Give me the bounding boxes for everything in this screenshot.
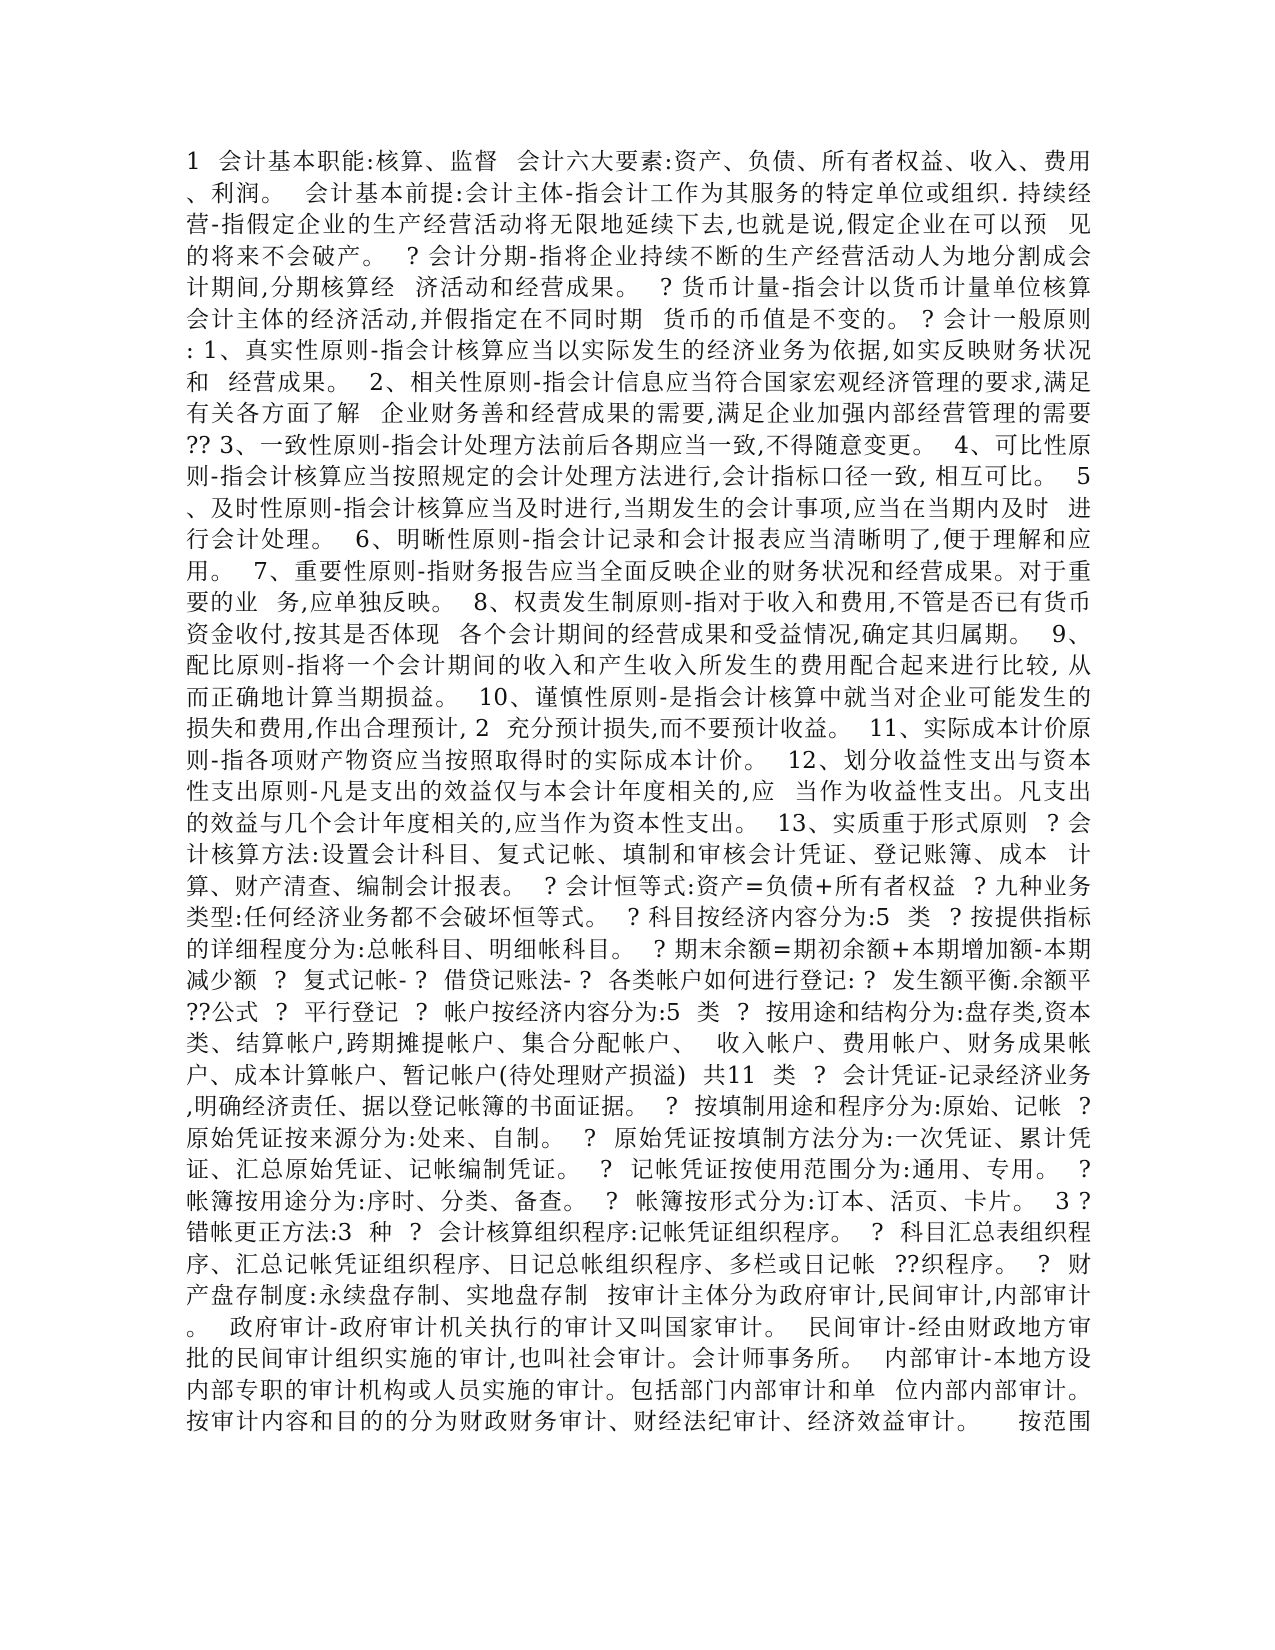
text-line: 配比原则-指将一个会计期间的收入和产生收入所发生的费用配合起来进行比较, 从 [186, 653, 1091, 679]
text-line: 营-指假定企业的生产经营活动将无限地延续下去,也就是说,假定企业在可以预 见 [186, 212, 1091, 238]
text-line: 要的业 务,应单独反映。 8、权责发生制原则-指对于收入和费用,不管是否已有货币 [186, 590, 1091, 616]
text-line: 资金收付,按其是否体现 各个会计期间的经营成果和受益情况,确定其归属期。 9、 [186, 621, 1091, 648]
text-line: 损失和费用,作出合理预计, 2 充分预计损失,而不要预计收益。 11、实际成本计价原 [186, 716, 1091, 742]
text-line: 用。 7、重要性原则-指财务报告应当全面反映企业的财务状况和经营成果。对于重 [186, 558, 1091, 585]
text-line: 会计主体的经济活动,并假指定在不同时期 货币的币值是不变的。 ? 会计一般原则 [186, 306, 1091, 333]
text-line: ,明确经济责任、据以登记帐簿的书面证据。 ? 按填制用途和程序分为:原始、记帐 ? [186, 1094, 1091, 1120]
text-line: 产盘存制度:永续盘存制、实地盘存制 按审计主体分为政府审计,民间审计,内部审计 [186, 1283, 1091, 1309]
text-line: 原始凭证按来源分为:处来、自制。 ? 原始凭证按填制方法分为:一次凭证、累计凭 [186, 1125, 1091, 1152]
text-line: 计期间,分期核算经 济活动和经营成果。 ? 货币计量-指会计以货币计量单位核算 [186, 275, 1091, 301]
text-line: 户、成本计算帐户、暂记帐户(待处理财产损溢) 共11 类 ? 会计凭证-记录经济业务 [186, 1062, 1091, 1089]
text-line: 的将来不会破产。 ? 会计分期-指将企业持续不断的生产经营活动人为地分割成会 [186, 243, 1091, 270]
text-line: 性支出原则-凡是支出的效益仅与本会计年度相关的,应 当作为收益性支出。凡支出 [186, 779, 1091, 805]
text-line: ??公式 ? 平行登记 ? 帐户按经济内容分为:5 类 ? 按用途和结构分为:盘存类,资本 [186, 999, 1091, 1026]
text-line: : 1、真实性原则-指会计核算应当以实际发生的经济业务为依据,如实反映财务状况 [186, 338, 1091, 364]
text-line: 而正确地计算当期损益。 10、谨慎性原则-是指会计核算中就当对企业可能发生的 [186, 684, 1091, 711]
text-line: 按审计内容和目的的分为财政财务审计、财经法纪审计、经济效益审计。 按范围 [186, 1409, 1091, 1435]
text-line: 行会计处理。 6、明晰性原则-指会计记录和会计报表应当清晰明了,便于理解和应 [186, 527, 1091, 553]
text-line: 批的民间审计组织实施的审计,也叫社会审计。会计师事务所。 内部审计-本地方设 [186, 1346, 1091, 1372]
text-line: 内部专职的审计机构或人员实施的审计。包括部门内部审计和单 位内部内部审计。 [186, 1377, 1091, 1404]
text-line: 的效益与几个会计年度相关的,应当作为资本性支出。 13、实质重于形式原则 ? 会 [186, 810, 1091, 837]
text-line: 证、汇总原始凭证、记帐编制凭证。 ? 记帐凭证按使用范围分为:通用、专用。 ? [186, 1157, 1091, 1183]
text-line: 、及时性原则-指会计核算应当及时进行,当期发生的会计事项,应当在当期内及时 进 [186, 495, 1091, 522]
text-line: 错帐更正方法:3 种 ? 会计核算组织程序:记帐凭证组织程序。 ? 科目汇总表组织程 [186, 1220, 1091, 1246]
text-line: 减少额 ? 复式记帐- ? 借贷记账法- ? 各类帐户如何进行登记: ? 发生额平衡.余额平 [186, 968, 1091, 994]
text-line: ?? 3、一致性原则-指会计处理方法前后各期应当一致,不得随意变更。 4、可比性原 [186, 432, 1091, 459]
text-line: 、利润。 会计基本前提:会计主体-指会计工作为其服务的特定单位或组织. 持续经 [186, 180, 1091, 207]
text-line: 类、结算帐户,跨期摊提帐户、集合分配帐户、 收入帐户、费用帐户、财务成果帐 [186, 1031, 1091, 1057]
text-line: 序、汇总记帐凭证组织程序、日记总帐组织程序、多栏或日记帐 ??织程序。 ? 财 [186, 1251, 1091, 1278]
text-line: 有关各方面了解 企业财务善和经营成果的需要,满足企业加强内部经营管理的需要 [186, 401, 1091, 427]
document-body-text [186, 147, 1091, 1439]
text-line: 则-指各项财产物资应当按照取得时的实际成本计价。 12、划分收益性支出与资本 [186, 747, 1091, 774]
text-line: 的详细程度分为:总帐科目、明细帐科目。 ? 期末余额=期初余额+本期增加额-本期 [186, 936, 1091, 963]
text-line: 和 经营成果。 2、相关性原则-指会计信息应当符合国家宏观经济管理的要求,满足 [186, 369, 1091, 396]
text-line: 1 会计基本职能:核算、监督 会计六大要素:资产、负债、所有者权益、收入、费用 [186, 149, 1091, 175]
text-line: 帐簿按用途分为:序时、分类、备查。 ? 帐簿按形式分为:订本、活页、卡片。 3 ? [186, 1188, 1091, 1215]
text-line: 类型:任何经济业务都不会破坏恒等式。 ? 科目按经济内容分为:5 类 ? 按提供指标 [186, 905, 1091, 931]
text-line: 算、财产清查、编制会计报表。 ? 会计恒等式:资产=负债+所有者权益 ? 九种业务 [186, 873, 1091, 900]
text-line: 。 政府审计-政府审计机关执行的审计又叫国家审计。 民间审计-经由财政地方审 [186, 1314, 1091, 1341]
text-line: 则-指会计核算应当按照规定的会计处理方法进行,会计指标口径一致, 相互可比。 5 [186, 464, 1091, 490]
text-line: 计核算方法:设置会计科目、复式记帐、填制和审核会计凭证、登记账簿、成本 计 [186, 842, 1091, 868]
